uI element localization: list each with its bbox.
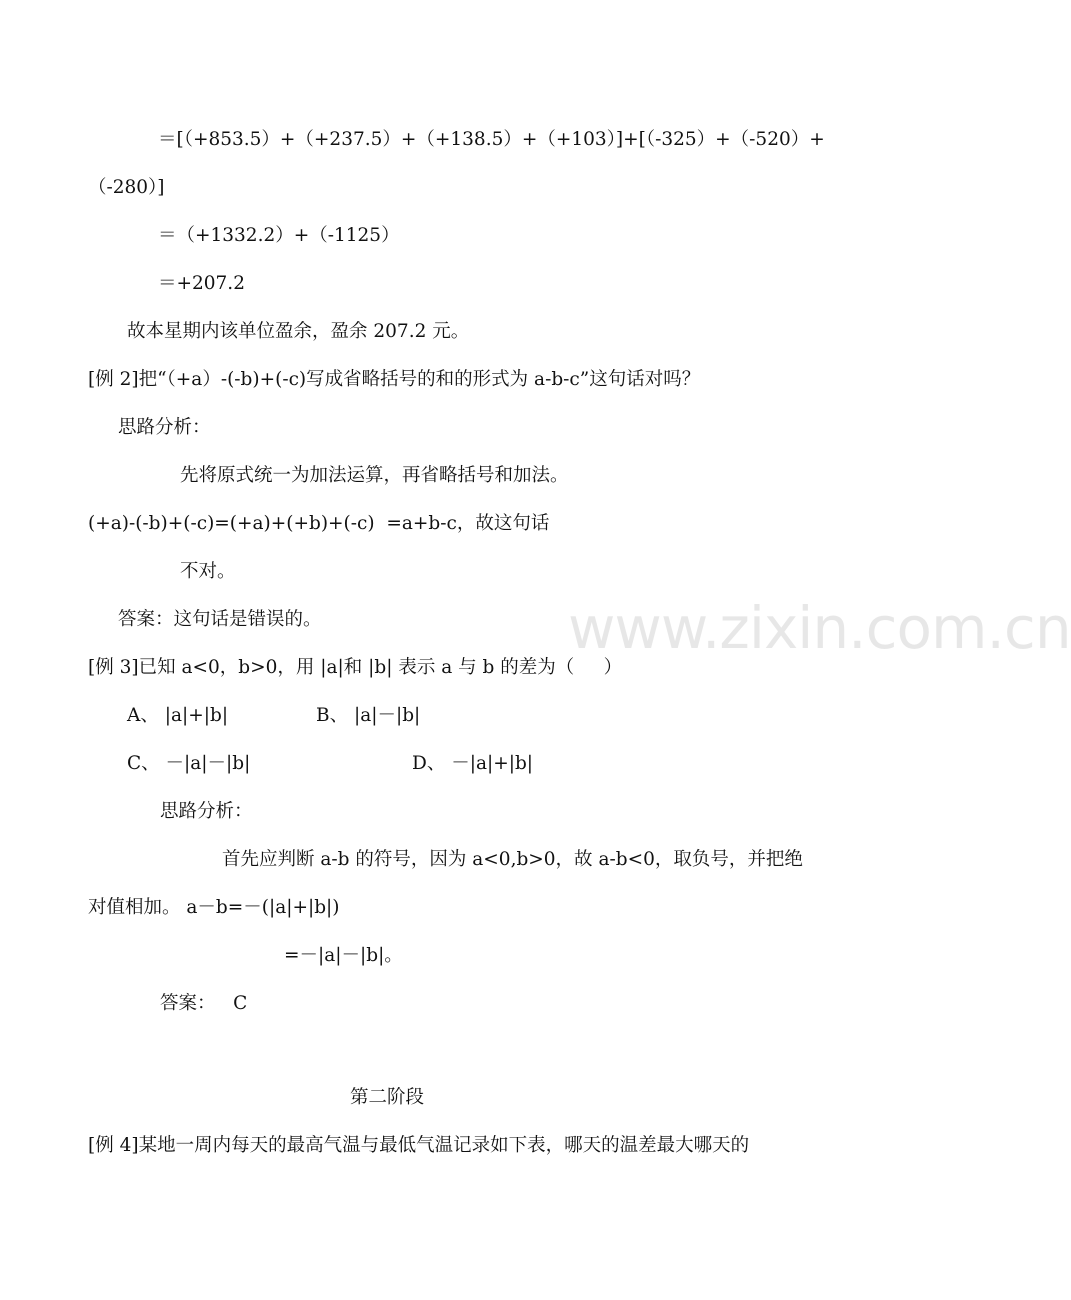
analysis-label-2: 思路分析： <box>118 417 211 438</box>
option-d: D、 －|a|+|b| <box>412 753 534 774</box>
conclusion-1: 故本星期内该单位盈余，盈余 207.2 元。 <box>127 321 470 342</box>
analysis-label-3: 思路分析： <box>160 801 253 822</box>
answer-3: 答案： C <box>160 993 248 1014</box>
equation-line-1: ＝[（+853.5）+（+237.5）+（+138.5）+（+103）]+[（-325）+（-520）+ <box>158 129 825 150</box>
equation-line-2: ＝（+1332.2）+（-1125） <box>158 225 400 246</box>
equation-line-1-cont: （-280）] <box>88 177 165 198</box>
analysis-math-3: =－|a|－|b|。 <box>284 945 403 966</box>
option-a: A、 |a|+|b| <box>127 705 229 726</box>
section-heading: 第二阶段 <box>350 1087 425 1108</box>
analysis-math-2-cont: 不对。 <box>180 561 236 582</box>
option-c: C、 －|a|－|b| <box>127 753 251 774</box>
example-4-question: [例 4]某地一周内每天的最高气温与最低气温记录如下表，哪天的温差最大哪天的 <box>88 1135 750 1156</box>
example-3-question: [例 3]已知 a<0，b>0，用 |a|和 |b| 表示 a 与 b 的差为（ ） <box>88 657 623 678</box>
answer-2: 答案：这句话是错误的。 <box>118 609 322 630</box>
example-2-question: [例 2]把“（+a）-(-b)+(-c)写成省略括号的和的形式为 a-b-c”这句话对吗？ <box>88 369 701 390</box>
watermark: www.zixin.com.cn <box>568 594 1071 662</box>
option-b: B、 |a|－|b| <box>316 705 421 726</box>
analysis-text-3: 首先应判断 a-b 的符号，因为 a<0,b>0，故 a-b<0，取负号，并把绝 <box>222 849 803 870</box>
equation-line-3: ＝+207.2 <box>158 273 245 294</box>
analysis-text-2: 先将原式统一为加法运算，再省略括号和加法。 <box>180 465 569 486</box>
analysis-text-3-cont: 对值相加。 a－b=－(|a|+|b|) <box>88 897 340 918</box>
analysis-math-2: (+a)-(-b)+(-c)=(+a)+(+b)+(-c) =a+b-c，故这句话 <box>88 513 550 534</box>
